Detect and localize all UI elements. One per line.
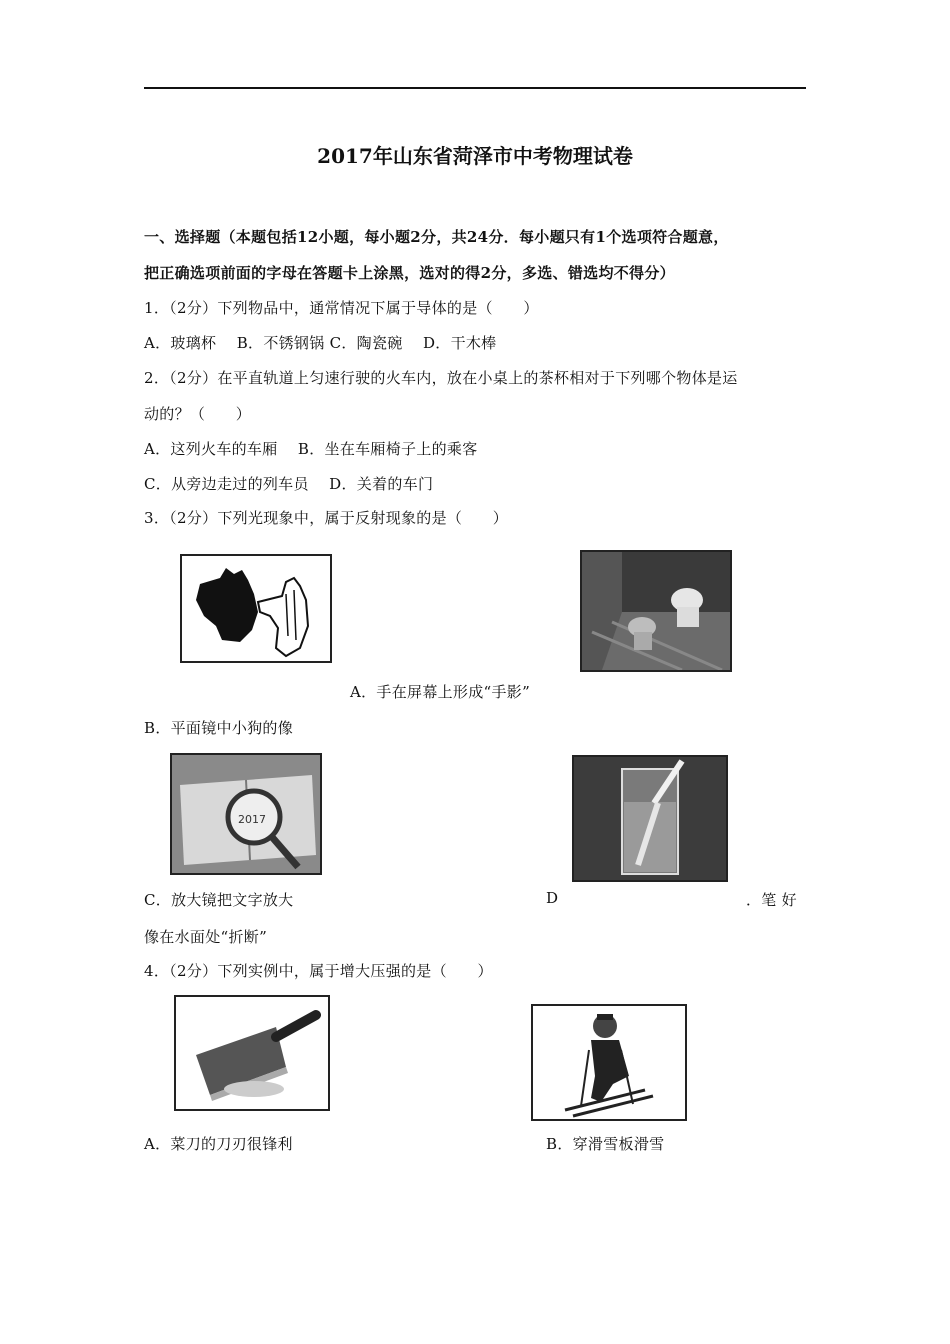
skier-image — [531, 1004, 687, 1121]
top-rule — [144, 87, 806, 89]
cleaver-image — [174, 995, 330, 1111]
q1-options: A．玻璃杯 B．不锈钢锅 C．陶瓷碗 D．干木棒 — [144, 334, 497, 352]
page-title: 2017年山东省菏泽市中考物理试卷 — [317, 144, 633, 168]
q3-option-d-pen: ．笔 好 — [746, 891, 797, 909]
q2-options-line2: C．从旁边走过的列车员 D．关着的车门 — [144, 475, 434, 493]
q2-options-line1: A．这列火车的车厢 B．坐在车厢椅子上的乘客 — [144, 440, 478, 458]
q3-option-d-letter: D — [546, 889, 559, 907]
q3-option-a: A．手在屏幕上形成“手影” — [350, 683, 531, 701]
pencil-glass-image — [572, 755, 728, 882]
q3-option-c: C．放大镜把文字放大 — [144, 891, 294, 909]
q1-stem: 1．（2分）下列物品中，通常情况下属于导体的是（ ） — [144, 299, 539, 317]
section-heading-line1: 一、选择题（本题包括12小题，每小题2分，共24分．每小题只有1个选项符合题意， — [144, 228, 729, 246]
q3-option-b: B．平面镜中小狗的像 — [144, 719, 294, 737]
q4-stem: 4．（2分）下列实例中，属于增大压强的是（ ） — [144, 962, 493, 980]
magnifier-image — [170, 753, 322, 875]
q2-stem-line2: 动的？（ ） — [144, 405, 252, 423]
magnifier-text: 2017 — [238, 813, 266, 826]
q2-stem-line1: 2．（2分）在平直轨道上匀速行驶的火车内，放在小桌上的茶杯相对于下列哪个物体是运 — [144, 369, 738, 387]
q3-option-d-line2: 像在水面处“折断” — [144, 928, 268, 946]
section-heading-line2: 把正确选项前面的字母在答题卡上涂黑，选对的得2分，多选、错选均不得分） — [144, 264, 675, 282]
dog-mirror-image — [580, 550, 732, 672]
q3-stem: 3．（2分）下列光现象中，属于反射现象的是（ ） — [144, 509, 509, 527]
q4-option-a: A．菜刀的刀刃很锋利 — [144, 1135, 293, 1153]
hand-shadow-image — [180, 554, 332, 663]
q4-option-b: B．穿滑雪板滑雪 — [546, 1135, 665, 1153]
